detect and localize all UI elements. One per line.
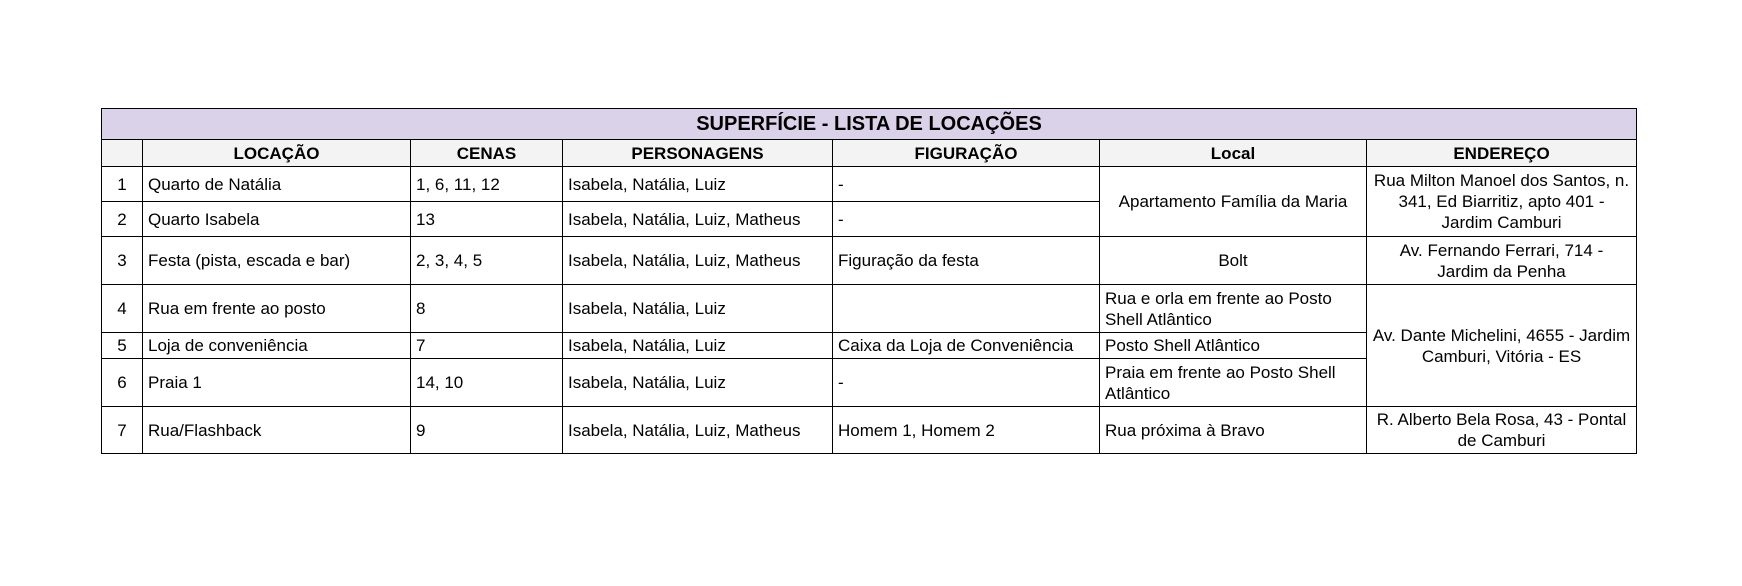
cell-num[interactable]: 3 [102,237,143,285]
cell-local[interactable]: Posto Shell Atlântico [1100,333,1367,359]
cell-locacao[interactable]: Quarto de Natália [143,167,411,202]
cell-locacao[interactable]: Quarto Isabela [143,202,411,237]
cell-personagens[interactable]: Isabela, Natália, Luiz [563,359,833,407]
cell-local[interactable]: Rua e orla em frente ao Posto Shell Atlântico [1100,285,1367,333]
cell-local-merged[interactable]: Apartamento Família da Maria [1100,167,1367,237]
header-personagens[interactable]: PERSONAGENS [563,140,833,167]
header-locacao[interactable]: LOCAÇÃO [143,140,411,167]
cell-locacao[interactable]: Rua em frente ao posto [143,285,411,333]
cell-figuracao[interactable]: - [833,202,1100,237]
cell-locacao[interactable]: Loja de conveniência [143,333,411,359]
cell-endereco[interactable]: R. Alberto Bela Rosa, 43 - Pontal de Camburi [1367,407,1637,454]
cell-num[interactable]: 1 [102,167,143,202]
table-row [102,167,1637,202]
cell-locacao[interactable]: Rua/Flashback [143,407,411,454]
cell-figuracao[interactable]: Figuração da festa [833,237,1100,285]
cell-cenas[interactable]: 14, 10 [411,359,563,407]
cell-local[interactable]: Praia em frente ao Posto Shell Atlântico [1100,359,1367,407]
cell-local[interactable]: Rua próxima à Bravo [1100,407,1367,454]
cell-num[interactable]: 2 [102,202,143,237]
cell-endereco-merged[interactable]: Av. Dante Michelini, 4655 - Jardim Camburi, Vitória - ES [1367,285,1637,407]
cell-num[interactable]: 7 [102,407,143,454]
locations-sheet [101,108,1636,454]
cell-cenas[interactable]: 1, 6, 11, 12 [411,167,563,202]
cell-personagens[interactable]: Isabela, Natália, Luiz [563,285,833,333]
table-row [102,237,1637,285]
cell-figuracao[interactable]: - [833,167,1100,202]
header-cenas[interactable]: CENAS [411,140,563,167]
cell-num[interactable]: 4 [102,285,143,333]
cell-endereco-merged[interactable]: Rua Milton Manoel dos Santos, n. 341, Ed Biarritiz, apto 401 - Jardim Camburi [1367,167,1637,237]
cell-locacao[interactable]: Praia 1 [143,359,411,407]
cell-figuracao[interactable]: Homem 1, Homem 2 [833,407,1100,454]
cell-locacao[interactable]: Festa (pista, escada e bar) [143,237,411,285]
cell-num[interactable]: 6 [102,359,143,407]
header-endereco[interactable]: ENDEREÇO [1367,140,1637,167]
cell-cenas[interactable]: 8 [411,285,563,333]
cell-cenas[interactable]: 7 [411,333,563,359]
cell-num[interactable]: 5 [102,333,143,359]
header-local[interactable]: Local [1100,140,1367,167]
cell-figuracao[interactable]: Caixa da Loja de Conveniência [833,333,1100,359]
table-title[interactable]: SUPERFÍCIE - LISTA DE LOCAÇÕES [102,109,1637,140]
table-row [102,407,1637,454]
cell-personagens[interactable]: Isabela, Natália, Luiz [563,333,833,359]
cell-personagens[interactable]: Isabela, Natália, Luiz, Matheus [563,237,833,285]
cell-endereco[interactable]: Av. Fernando Ferrari, 714 - Jardim da Penha [1367,237,1637,285]
header-figuracao[interactable]: FIGURAÇÃO [833,140,1100,167]
cell-figuracao[interactable]: - [833,359,1100,407]
locations-table [101,108,1637,454]
header-num[interactable] [102,140,143,167]
header-row [102,140,1637,167]
cell-personagens[interactable]: Isabela, Natália, Luiz, Matheus [563,407,833,454]
cell-personagens[interactable]: Isabela, Natália, Luiz, Matheus [563,202,833,237]
cell-figuracao[interactable] [833,285,1100,333]
title-row [102,109,1637,140]
cell-local[interactable]: Bolt [1100,237,1367,285]
cell-cenas[interactable]: 13 [411,202,563,237]
cell-cenas[interactable]: 2, 3, 4, 5 [411,237,563,285]
cell-personagens[interactable]: Isabela, Natália, Luiz [563,167,833,202]
table-row [102,285,1637,333]
cell-cenas[interactable]: 9 [411,407,563,454]
